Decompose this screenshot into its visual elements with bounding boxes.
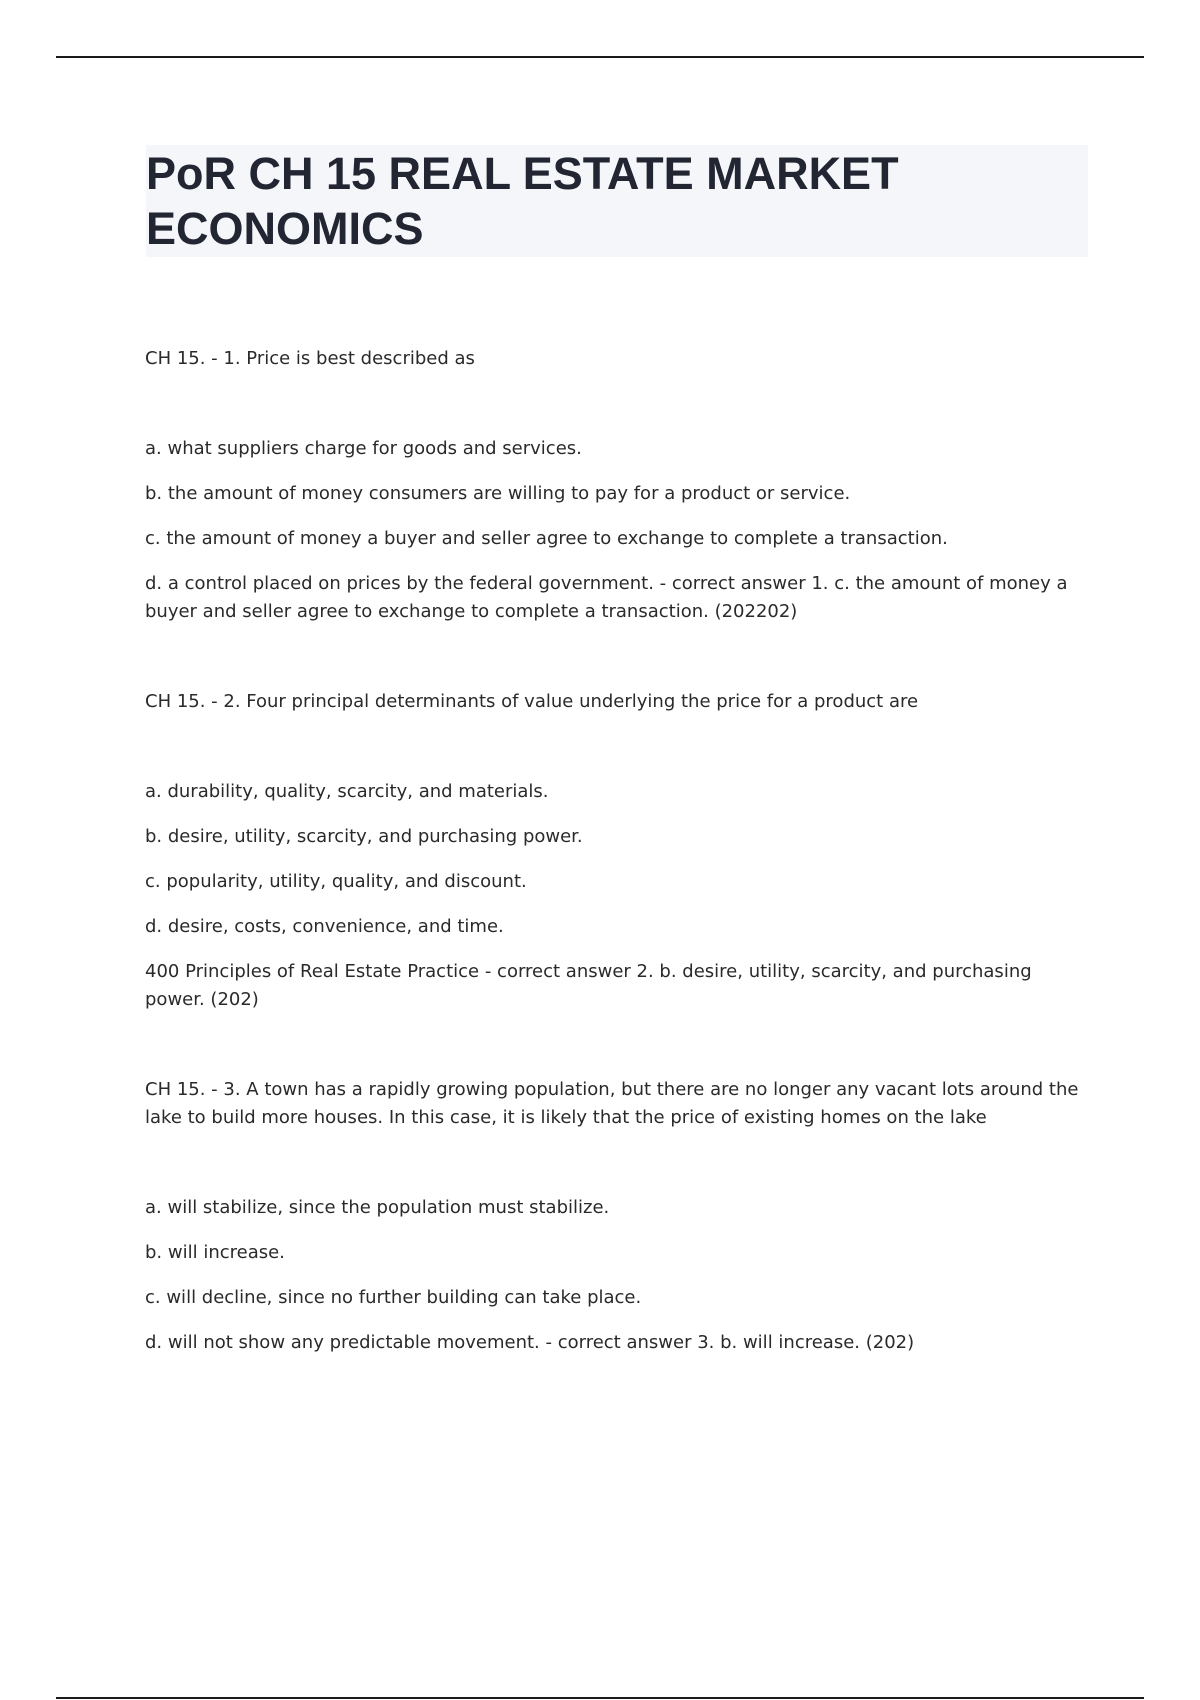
top-divider xyxy=(56,56,1144,58)
question-2-option-b: b. desire, utility, scarcity, and purchasing power. xyxy=(145,826,583,847)
question-1: CH 15. - 1. Price is best described as xyxy=(145,348,475,369)
question-3-option-b: b. will increase. xyxy=(145,1242,285,1263)
question-2-option-c: c. popularity, utility, quality, and discount. xyxy=(145,871,527,892)
document-title: PoR CH 15 REAL ESTATE MARKET ECONOMICS xyxy=(146,148,899,254)
document-body xyxy=(145,345,1090,1419)
question-1-option-a: a. what suppliers charge for goods and services. xyxy=(145,438,582,459)
question-3-option-c: c. will decline, since no further building can take place. xyxy=(145,1287,642,1308)
bottom-divider xyxy=(56,1697,1144,1699)
question-2-option-a: a. durability, quality, scarcity, and materials. xyxy=(145,781,549,802)
question-2-option-d: d. desire, costs, convenience, and time. xyxy=(145,916,504,937)
question-3-option-a: a. will stabilize, since the population must stabilize. xyxy=(145,1197,610,1218)
question-2: CH 15. - 2. Four principal determinants of value underlying the price for a product are xyxy=(145,691,919,712)
question-3-option-d-answer: d. will not show any predictable movement. - correct answer 3. b. will increase. (202) xyxy=(145,1332,915,1353)
question-3: CH 15. - 3. A town has a rapidly growing population, but there are no longer any vacant lots around the lake to build more houses. In this case, it is likely that the price of existing homes on the lake xyxy=(145,1079,1079,1128)
question-1-option-c: c. the amount of money a buyer and seller agree to exchange to complete a transaction. xyxy=(145,528,948,549)
question-2-answer: 400 Principles of Real Estate Practice - correct answer 2. b. desire, utility, scarcity, and purchasing power. (202) xyxy=(145,961,1032,1010)
question-block-2 xyxy=(145,688,1090,1014)
question-1-option-b: b. the amount of money consumers are willing to pay for a product or service. xyxy=(145,483,851,504)
question-block-3 xyxy=(145,1076,1090,1357)
question-block-1 xyxy=(145,345,1090,626)
question-1-option-d-answer: d. a control placed on prices by the federal government. - correct answer 1. c. the amount of money a buyer and seller agree to exchange to complete a transaction. (202202) xyxy=(145,573,1068,622)
